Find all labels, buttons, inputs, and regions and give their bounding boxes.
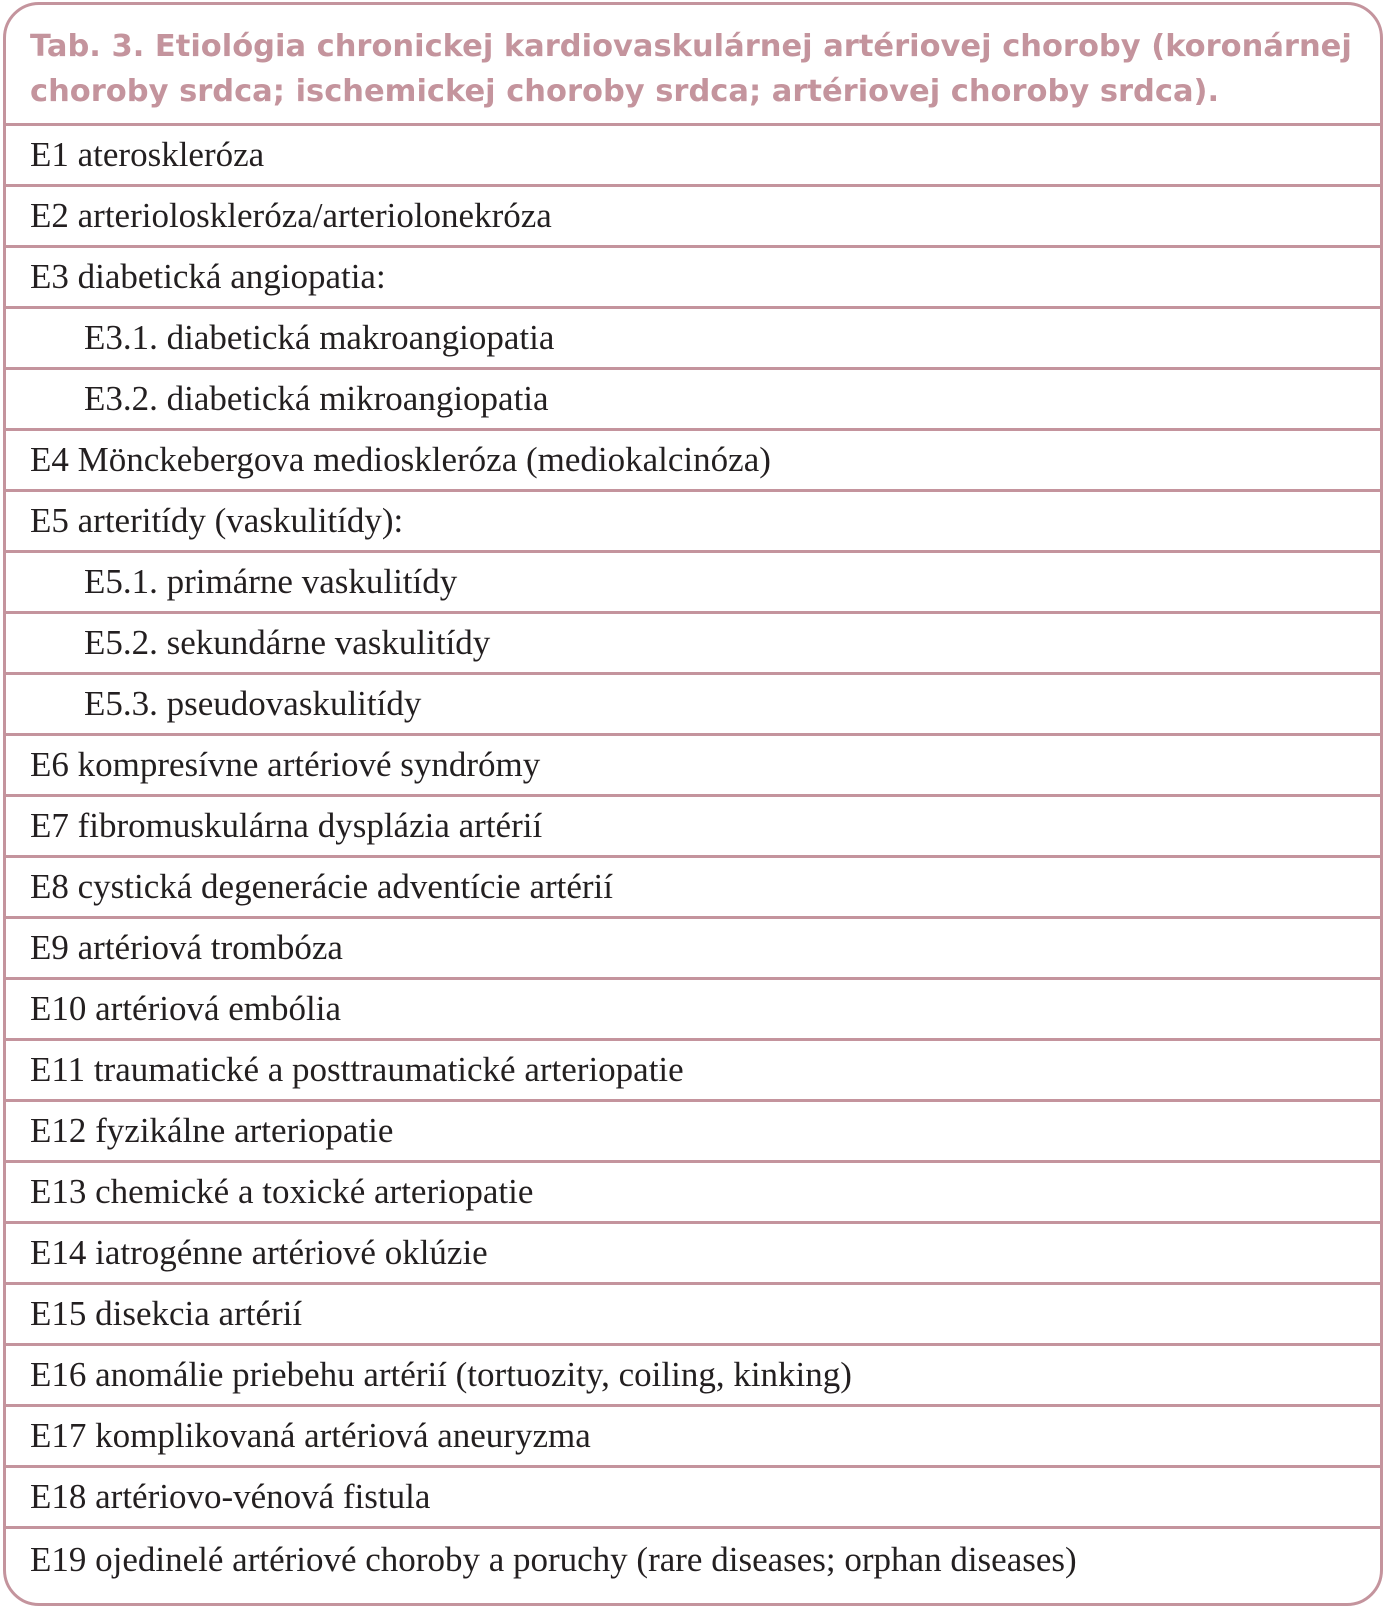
table-row: E19 ojedinelé artériové choroby a poruchy (rare diseases; orphan diseases) bbox=[30, 1539, 1077, 1579]
table-row: E2 arterioloskleróza/arteriolonekróza bbox=[6, 187, 1380, 248]
table-subrow: E5.1. primárne vaskulitídy bbox=[6, 553, 1380, 614]
table-row: E6 kompresívne artériové syndrómy bbox=[6, 736, 1380, 797]
table-row: E10 artériová embólia bbox=[6, 980, 1380, 1041]
table-row: E17 komplikovaná artériová aneuryzma bbox=[6, 1407, 1380, 1468]
table-rows bbox=[6, 126, 1380, 1590]
table-row: E4 Mönckebergova medioskleróza (mediokalcinóza) bbox=[6, 431, 1380, 492]
table-row: E11 traumatické a posttraumatické arteriopatie bbox=[6, 1041, 1380, 1102]
table-row: E5 arteritídy (vaskulitídy): bbox=[6, 492, 1380, 553]
table-row: E7 fibromuskulárna dysplázia artérií bbox=[6, 797, 1380, 858]
table-row: E8 cystická degenerácie adventície artérií bbox=[6, 858, 1380, 919]
table-row: E15 disekcia artérií bbox=[6, 1285, 1380, 1346]
table-row: E3 diabetická angiopatia: bbox=[6, 248, 1380, 309]
table-subrow: E3.2. diabetická mikroangiopatia bbox=[6, 370, 1380, 431]
etiology-table bbox=[3, 2, 1383, 1606]
table-row: E12 fyzikálne arteriopatie bbox=[6, 1102, 1380, 1163]
table-subrow: E5.2. sekundárne vaskulitídy bbox=[6, 614, 1380, 675]
table-subrow: E5.3. pseudovaskulitídy bbox=[6, 675, 1380, 736]
table-caption: Tab. 3. Etiológia chronickej kardiovaskulárnej artériovej choroby (koronárnej choroby srdca; ischemickej choroby srdca; artériovej choroby srdca). bbox=[6, 5, 1380, 126]
table-row: E14 iatrogénne artériové oklúzie bbox=[6, 1224, 1380, 1285]
table-row: E18 artériovo-vénová fistula bbox=[6, 1468, 1380, 1529]
table-row: E1 ateroskleróza bbox=[6, 126, 1380, 187]
table-row: E9 artériová trombóza bbox=[6, 919, 1380, 980]
table-subrow: E3.1. diabetická makroangiopatia bbox=[6, 309, 1380, 370]
table-row: E16 anomálie priebehu artérií (tortuozity, coiling, kinking) bbox=[6, 1346, 1380, 1407]
table-row: E13 chemické a toxické arteriopatie bbox=[6, 1163, 1380, 1224]
